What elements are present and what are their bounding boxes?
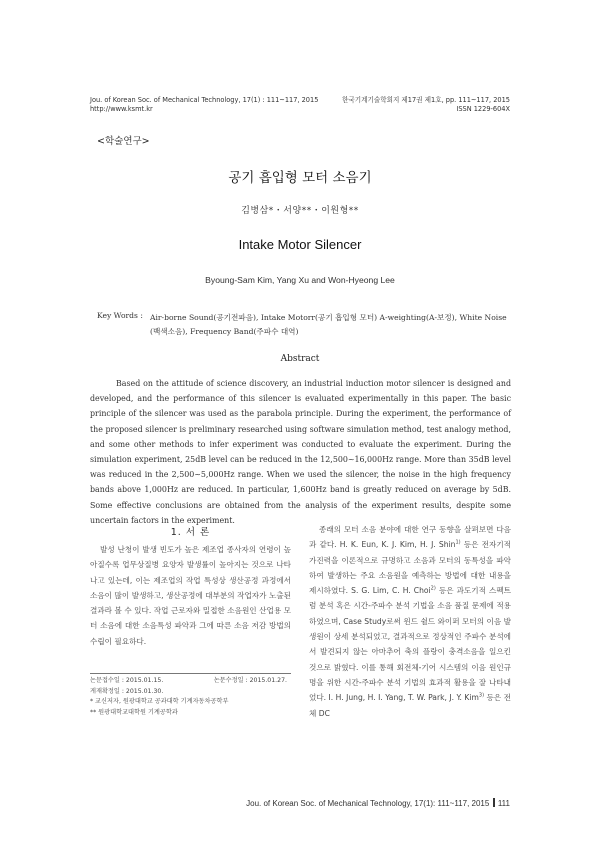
citation-ref: 3)	[478, 692, 485, 699]
journal-citation-korean: 한국기계기술학회지 제17권 제1호, pp. 111~117, 2015	[341, 96, 510, 104]
title-english: Intake Motor Silencer	[238, 237, 362, 252]
section-heading-introduction: 1. 서 론	[170, 527, 211, 538]
issn: ISSN 1229-604X	[456, 105, 510, 113]
keywords-label: Key Words :	[97, 311, 143, 320]
journal-citation: Jou. of Korean Soc. of Mechanical Technology, 17(1) : 111~117, 2015	[90, 96, 319, 104]
citation-ref: 1)	[455, 539, 461, 546]
intro-text-part: 등은 전체 DC	[309, 693, 511, 718]
title-korean: 공기 흡입형 모터 소음기	[228, 170, 372, 186]
page-number: 111	[497, 799, 510, 808]
accepted-date: 게재확정일 : 2015.01.30.	[90, 687, 164, 695]
affiliation-note: ** 원광대학교대학원 기계공학과	[90, 708, 178, 716]
footnote-divider	[90, 673, 291, 674]
intro-text-part: 종래의 모터 소음 분야에 대한 연구 동향을 살펴보면 다음과 같다. H. K. Eun, K. J. Kim, H. J. Shin	[309, 525, 511, 550]
footer-separator	[493, 798, 495, 807]
abstract-body: Based on the attitude of science discovery, an industrial induction motor silencer is designed and developed, and the performance of this silencer is evaluated experimentally in this paper. The basic principle of the silencer was used as the parabola principle. During the experiment, the performance of the proposed silencer is preliminary researched using software simulation method, test analogy method, and some other methods to infer experiment was conducted to evaluate the experiment. During the simulation experiment, 25dB level can be reduced in the 12,500~16,000Hz range. More than 35dB level was reduced in the 2,500~5,000Hz range. When we used the silencer, the noise in the high frequency bands above 1,000Hz are reduced. In particular, 1,600Hz band is greatly reduced on average by 5dB. Some effective conclusions are obtained from the analysis of the experiment results, despite some uncertain factors in the experiment.	[90, 379, 511, 525]
received-date: 논문접수일 : 2015.01.15.	[90, 677, 164, 684]
article-category: <학술연구>	[97, 136, 150, 147]
page-footer	[246, 798, 510, 808]
intro-text-part: 등은 전자기적 가진력을 이론적으로 규명하고 소음과 모터의 동특성을 파악하여 발생하는 주요 소음원을 예측하는 방법에 대한 내용을 제시하였다. S. G. Lim, C. H. Choi	[309, 540, 511, 596]
intro-text-part: 등은 과도기적 스펙트럼 분석 혹은 시간-주파수 분석 기법을 소음 품질 문제에 적용하였으며, Case Study로써 윈드 쉴드 와이퍼 모터의 이음 발생원이 상세 분석되었고, 결과적으로 정상적인 주파수 분석에서 발견되지 않는 아마추어 축의 플랑이 충격소음을 일으킨 것으로 밝혔다. 이를 통해 회전체-기어 시스템의 이음 원인규명을 위한 시간-주파수 분석 기법의 효과적 활용을 잘 나타내었다. I. H. Jung, H. I. Yang, T. W. Park, J. Y. Kim	[309, 586, 511, 703]
introduction-right-column	[309, 522, 511, 721]
running-header-right	[342, 96, 510, 114]
authors-korean: 김병삼*・서양**・이원형**	[241, 206, 359, 216]
keywords-text: Air-borne Sound(공기전파음), Intake Motorr(공기 흡입형 모터) A-weighting(A-보정), White Noise (백색소음), Frequency Band(주파수 대역)	[150, 313, 507, 336]
citation-ref: 2)	[430, 585, 436, 592]
journal-url[interactable]: http://www.ksmt.kr	[90, 105, 153, 113]
corresponding-author-note: * 교신저자, 원광대학교 공과대학 기계자동차공학부	[90, 698, 229, 705]
revised-date: 논문수정일 : 2015.01.27.	[213, 677, 287, 684]
running-header-left	[90, 96, 318, 114]
footer-citation: Jou. of Korean Soc. of Mechanical Technology, 17(1): 111~117, 2015	[246, 799, 490, 808]
abstract-heading: Abstract	[280, 354, 320, 364]
introduction-left-column: 발성 난청이 발생 빈도가 높은 제조업 종사자의 연령이 높아질수록 업무상질병 요양자 발생률이 높아지는 것으로 나타나고 있는데, 이는 제조업의 작업 특성상 생산공정 과정에서 소음이 많이 발생하고, 생산공정에 대부분의 작업자가 노출된 결과라 볼 수 있다. 작업 근로자와 밀접한 소음원인 산업용 모터 소음에 대한 소음특성 파악과 그에 따른 소음 저감 방법의 수립이 필요하다.	[90, 545, 291, 646]
authors-english: Byoung-Sam Kim, Yang Xu and Won-Hyeong Lee	[205, 275, 395, 285]
footnotes	[90, 676, 295, 718]
